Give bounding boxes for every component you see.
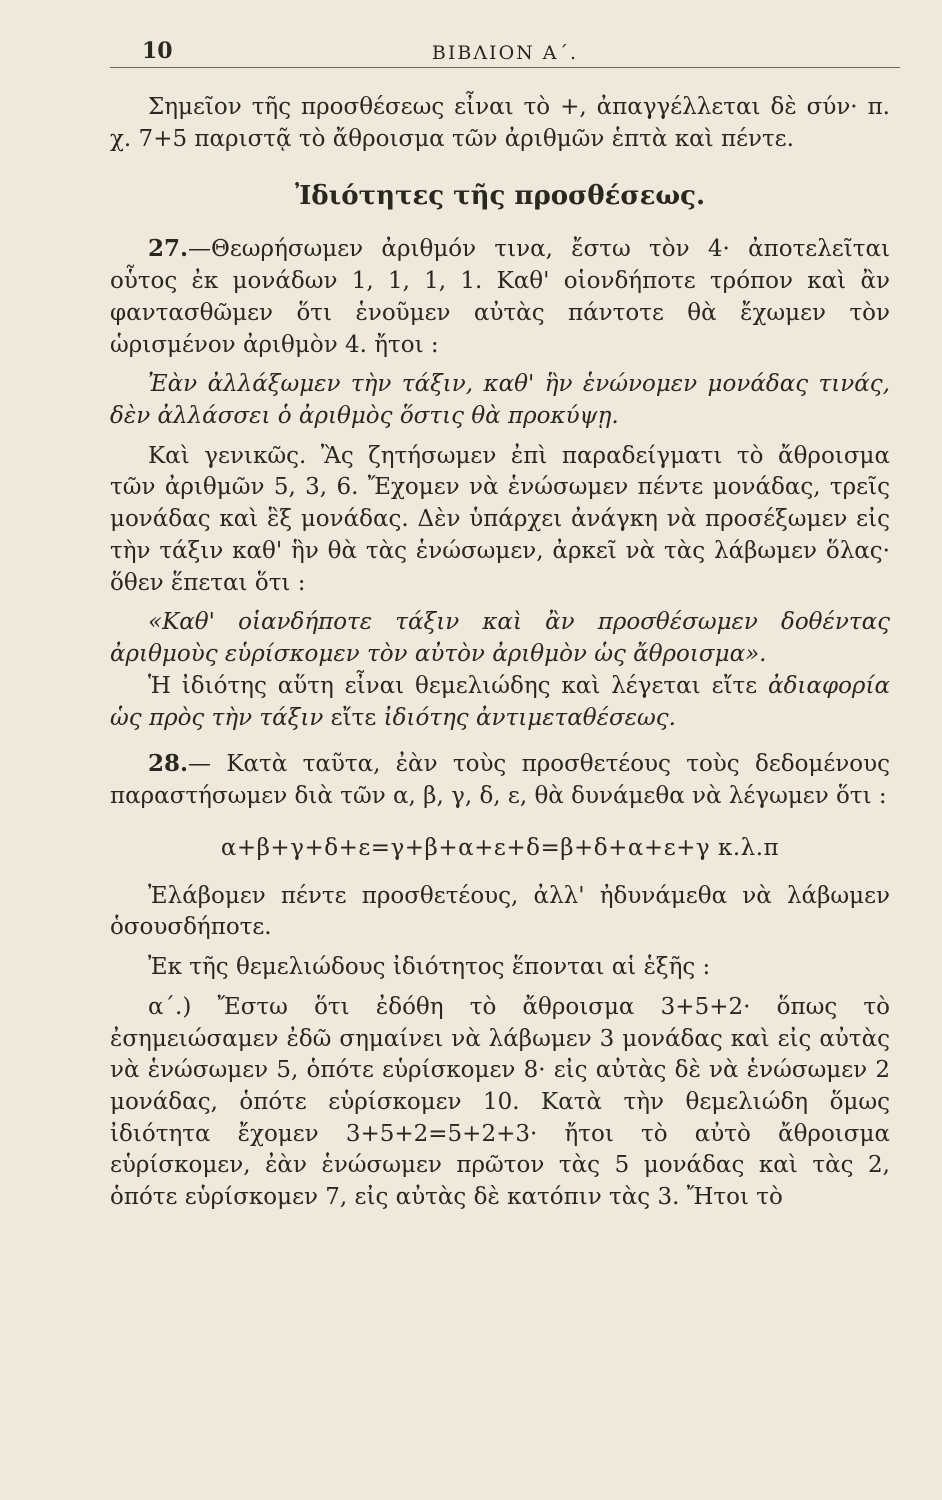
intro-paragraph: Σημεῖον τῆς προσθέσεως εἶναι τὸ +, ἀπαγγέλλεται δὲ σύν· π. χ. 7+5 παριστᾷ τὸ ἄθροισμα τῶν ἀριθμῶν ἑπτὰ καὶ πέντε. [110,94,890,152]
page-body [110,92,890,1214]
property-term-1: ἀδιαφορία ὡς πρὸς τὴν τάξιν [110,672,890,731]
paragraph-28 [110,748,890,812]
header-rule [110,67,900,68]
running-title: ΒΙΒΛΙΟΝ Α΄. [431,42,579,64]
paragraph-27-number: 27. [148,235,189,263]
page-number: 10 [142,38,173,64]
paragraph-28-number: 28. [148,750,189,778]
commutativity-formula: α+β+γ+δ+ε=γ+β+α+ε+δ=β+δ+α+ε+γ κ.λ.π [220,834,780,861]
consequences-paragraph: Ἐκ τῆς θεμελιώδους ἰδιότητος ἕπονται αἱ ἑξῆς : [148,954,711,981]
paragraph-27 [110,233,890,361]
paragraph-27-text: —Θεωρήσωμεν ἀριθμόν τινα, ἔστω τὸν 4· ἀποτελεῖται οὗτος ἐκ μονάδων 1, 1, 1, 1. Καθ' οἱονδήποτε τρόπον καὶ ἂν φαντασθῶμεν ὅτι ἑνοῦμεν αὐτὰς πάντοτε θὰ ἔχωμεν τὸν ὡρισμένον ἀριθμὸν 4. ἤτοι : [110,236,890,358]
property-paragraph [110,671,890,734]
property-term-2: ἰδιότης ἀντιμεταθέσεως. [383,704,676,731]
paragraph-28-text: — Κατὰ ταῦτα, ἐὰν τοὺς προσθετέους τοὺς δεδομένους παραστήσωμεν διὰ τῶν α, β, γ, δ, ε, θὰ δυνάμεθα νὰ λέγωμεν ὅτι : [110,751,890,810]
after-formula-paragraph: Ἐλάβομεν πέντε προσθετέους, ἀλλ' ἠδυνάμεθα νὰ λάβωμεν ὁσουσδήποτε. [110,882,890,941]
property-lead: Ἡ ἰδιότης αὕτη εἶναι θεμελιώδης καὶ λέγεται εἴτε [148,672,769,699]
property-mid: εἴτε [323,704,384,731]
rule-statement-1: Ἐὰν ἀλλάξωμεν τὴν τάξιν, καθ' ἣν ἑνώνομεν μονάδας τινάς, δὲν ἀλλάσσει ὁ ἀριθμὸς ὅστις θὰ προκύψῃ. [110,371,890,430]
consequence-alpha: α΄.) Ἔστω ὅτι ἐδόθη τὸ ἄθροισμα 3+5+2· ὅπως τὸ ἐσημειώσαμεν ἐδῶ σημαίνει νὰ λάβωμεν 3 μονάδας καὶ εἰς αὐτὰς νὰ ἑνώσωμεν 5, ὁπότε εὑρίσκομεν 8· εἰς αὐτὰς δὲ νὰ ἑνώσωμεν 2 μονάδας, ὁπότε εὑρίσκομεν 10. Κατὰ τὴν θεμελιώδη ὅμως ἰδιότητα ἔχομεν 3+5+2=5+2+3· ἤτοι τὸ αὐτὸ ἄθροισμα εὑρίσκομεν, ἐὰν ἑνώσωμεν πρῶτον τὰς 5 μονάδας καὶ τὰς 2, ὁπότε εὑρίσκομεν 7, εἰς αὐτὰς δὲ κατόπιν τὰς 3. Ἤτοι τὸ [110,993,890,1211]
general-paragraph: Καὶ γενικῶς. Ἂς ζητήσωμεν ἐπὶ παραδείγματι τὸ ἄθροισμα τῶν ἀριθμῶν 5, 3, 6. Ἔχομεν νὰ ἑνώσωμεν πέντε μονάδας, τρεῖς μονάδας καὶ ἓξ μονάδας. Δὲν ὑπάρχει ἀνάγκη νὰ προσέξωμεν εἰς τὴν τάξιν καθ' ἣν θὰ τὰς ἑνώσωμεν, ἀρκεῖ νὰ τὰς λάβωμεν ὅλας· ὅθεν ἕπεται ὅτι : [110,442,890,596]
rule-statement-2: «Καθ' οἱανδήποτε τάξιν καὶ ἂν προσθέσωμεν δοθέντας ἀριθμοὺς εὑρίσκομεν τὸν αὐτὸν ἀριθμὸν ὡς ἄθροισμα». [110,609,890,668]
section-heading: Ἰδιότητες τῆς προσθέσεως. [294,181,706,212]
page-header [110,38,900,68]
